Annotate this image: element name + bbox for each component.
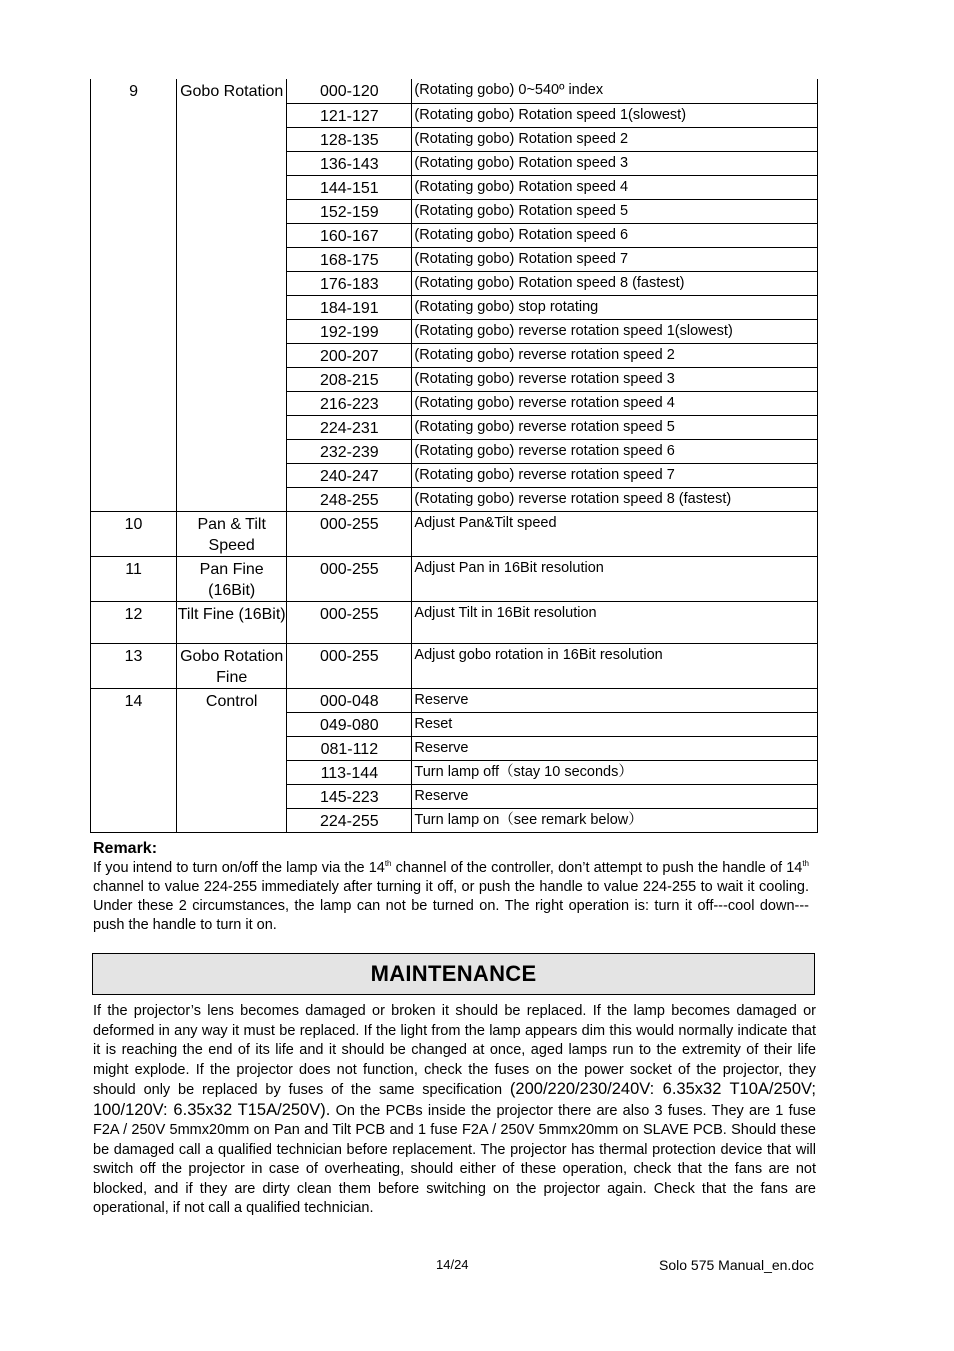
dmx-value-range: 113-144 bbox=[287, 760, 412, 784]
dmx-value-range: 145-223 bbox=[287, 784, 412, 808]
table-row bbox=[91, 643, 818, 688]
dmx-value-range: 152-159 bbox=[287, 199, 412, 223]
dmx-value-range: 000-048 bbox=[287, 688, 412, 712]
channel-number: 9 bbox=[91, 79, 177, 511]
dmx-value-description: (Rotating gobo) Rotation speed 6 bbox=[412, 223, 818, 247]
dmx-value-range: 136-143 bbox=[287, 151, 412, 175]
dmx-value-range: 240-247 bbox=[287, 463, 412, 487]
maintenance-text: If the projector’s lens becomes damaged or broken it should be replaced. If the lamp becomes damaged or deformed in any way it must be replaced. If the light from the lamp appears dim this would normally indicate that it is reaching the end of its life and it should be changed at once, aged lamps run to the extremity of their life might explode. If the projector does not function, check the fuses on the power socket of the projector, they should only be replaced by fuses of the same specification (200/220/230/240V: 6.35x32 T10A/250V; 100/120V: 6.35x32 T15A/250V). On the PCBs inside the projector there are also 3 fuses. They are 1 fuse F2A / 250V 5mmx20mm on Pan and Tilt PCB and 1 fuse F2A / 250V 5mmx20mm on SLAVE PCB. Should these be damaged call a qualified technician before replacement. The projector has thermal protection device that will switch off the projector in case of overheating, should either of these operation, check that the fans are not blocked, and if they are dirty clean them before switching on the projector again. Check that the fans are operational, if not call a qualified technician. bbox=[93, 1003, 816, 1216]
dmx-value-range: 000-255 bbox=[287, 556, 412, 601]
channel-number: 12 bbox=[91, 601, 177, 643]
dmx-value-description: Reserve bbox=[412, 688, 818, 712]
dmx-value-range: 184-191 bbox=[287, 295, 412, 319]
dmx-value-description: (Rotating gobo) reverse rotation speed 3 bbox=[412, 367, 818, 391]
channel-function: Control bbox=[177, 688, 287, 832]
dmx-value-description: Adjust Pan&Tilt speed bbox=[412, 511, 818, 556]
dmx-value-description: (Rotating gobo) Rotation speed 8 (fastest) bbox=[412, 271, 818, 295]
channel-function: Pan & Tilt Speed bbox=[177, 511, 287, 556]
dmx-value-description: (Rotating gobo) reverse rotation speed 4 bbox=[412, 391, 818, 415]
dmx-value-description: (Rotating gobo) Rotation speed 5 bbox=[412, 199, 818, 223]
dmx-value-range: 248-255 bbox=[287, 487, 412, 511]
channel-function: Gobo Rotation bbox=[177, 79, 287, 511]
dmx-value-description: (Rotating gobo) Rotation speed 1(slowest) bbox=[412, 103, 818, 127]
dmx-value-description: Adjust gobo rotation in 16Bit resolution bbox=[412, 643, 818, 688]
dmx-value-description: (Rotating gobo) Rotation speed 7 bbox=[412, 247, 818, 271]
dmx-value-description: (Rotating gobo) reverse rotation speed 2 bbox=[412, 343, 818, 367]
dmx-value-description: (Rotating gobo) Rotation speed 3 bbox=[412, 151, 818, 175]
dmx-value-range: 216-223 bbox=[287, 391, 412, 415]
channel-number: 10 bbox=[91, 511, 177, 556]
dmx-value-range: 128-135 bbox=[287, 127, 412, 151]
dmx-value-range: 000-120 bbox=[287, 79, 412, 103]
channel-function: Gobo Rotation Fine bbox=[177, 643, 287, 688]
dmx-value-range: 176-183 bbox=[287, 271, 412, 295]
remark-text: If you intend to turn on/off the lamp via the 14th channel of the controller, don’t attempt to push the handle of 14th channel to value 224-255 immediately after turning it off, or push the handle to value 224-255 to wait it cooling. Under these 2 circumstances, the lamp can not be turned on. The right operation is: turn it off---cool down---push the handle to turn it on. bbox=[93, 859, 809, 933]
dmx-value-description: (Rotating gobo) reverse rotation speed 1(slowest) bbox=[412, 319, 818, 343]
dmx-value-range: 224-231 bbox=[287, 415, 412, 439]
dmx-value-description: (Rotating gobo) reverse rotation speed 5 bbox=[412, 415, 818, 439]
dmx-value-range: 168-175 bbox=[287, 247, 412, 271]
document-name: Solo 575 Manual_en.doc bbox=[659, 1257, 814, 1273]
dmx-value-description: (Rotating gobo) reverse rotation speed 7 bbox=[412, 463, 818, 487]
dmx-value-range: 144-151 bbox=[287, 175, 412, 199]
dmx-value-range: 000-255 bbox=[287, 601, 412, 643]
dmx-value-range: 000-255 bbox=[287, 643, 412, 688]
dmx-value-range: 049-080 bbox=[287, 712, 412, 736]
dmx-value-description: Adjust Pan in 16Bit resolution bbox=[412, 556, 818, 601]
dmx-value-description: (Rotating gobo) stop rotating bbox=[412, 295, 818, 319]
table-row bbox=[91, 601, 818, 643]
dmx-channel-table bbox=[90, 79, 818, 833]
dmx-value-description: (Rotating gobo) 0~540º index bbox=[412, 79, 818, 103]
dmx-value-description: (Rotating gobo) reverse rotation speed 8 (fastest) bbox=[412, 487, 818, 511]
dmx-value-range: 160-167 bbox=[287, 223, 412, 247]
channel-number: 13 bbox=[91, 643, 177, 688]
channel-function: Pan Fine (16Bit) bbox=[177, 556, 287, 601]
dmx-value-description: Reserve bbox=[412, 736, 818, 760]
dmx-value-range: 208-215 bbox=[287, 367, 412, 391]
dmx-value-description: Adjust Tilt in 16Bit resolution bbox=[412, 601, 818, 643]
page-number: 14/24 bbox=[436, 1257, 469, 1272]
dmx-value-description: Reset bbox=[412, 712, 818, 736]
dmx-value-range: 200-207 bbox=[287, 343, 412, 367]
table-row bbox=[91, 511, 818, 556]
maintenance-heading: MAINTENANCE bbox=[92, 953, 815, 995]
table-row bbox=[91, 688, 818, 712]
table-row bbox=[91, 556, 818, 601]
dmx-value-range: 192-199 bbox=[287, 319, 412, 343]
remark-section bbox=[93, 839, 809, 935]
dmx-value-range: 081-112 bbox=[287, 736, 412, 760]
channel-function: Tilt Fine (16Bit) bbox=[177, 601, 287, 643]
dmx-value-range: 232-239 bbox=[287, 439, 412, 463]
dmx-value-description: (Rotating gobo) Rotation speed 4 bbox=[412, 175, 818, 199]
dmx-value-description: (Rotating gobo) Rotation speed 2 bbox=[412, 127, 818, 151]
dmx-value-range: 000-255 bbox=[287, 511, 412, 556]
dmx-value-range: 121-127 bbox=[287, 103, 412, 127]
dmx-value-description: Reserve bbox=[412, 784, 818, 808]
remark-title: Remark: bbox=[93, 840, 158, 857]
dmx-value-range: 224-255 bbox=[287, 808, 412, 832]
channel-number: 11 bbox=[91, 556, 177, 601]
dmx-value-description: (Rotating gobo) reverse rotation speed 6 bbox=[412, 439, 818, 463]
dmx-value-description: Turn lamp on（see remark below） bbox=[412, 808, 818, 832]
channel-number: 14 bbox=[91, 688, 177, 832]
dmx-value-description: Turn lamp off（stay 10 seconds） bbox=[412, 760, 818, 784]
table-row bbox=[91, 79, 818, 103]
